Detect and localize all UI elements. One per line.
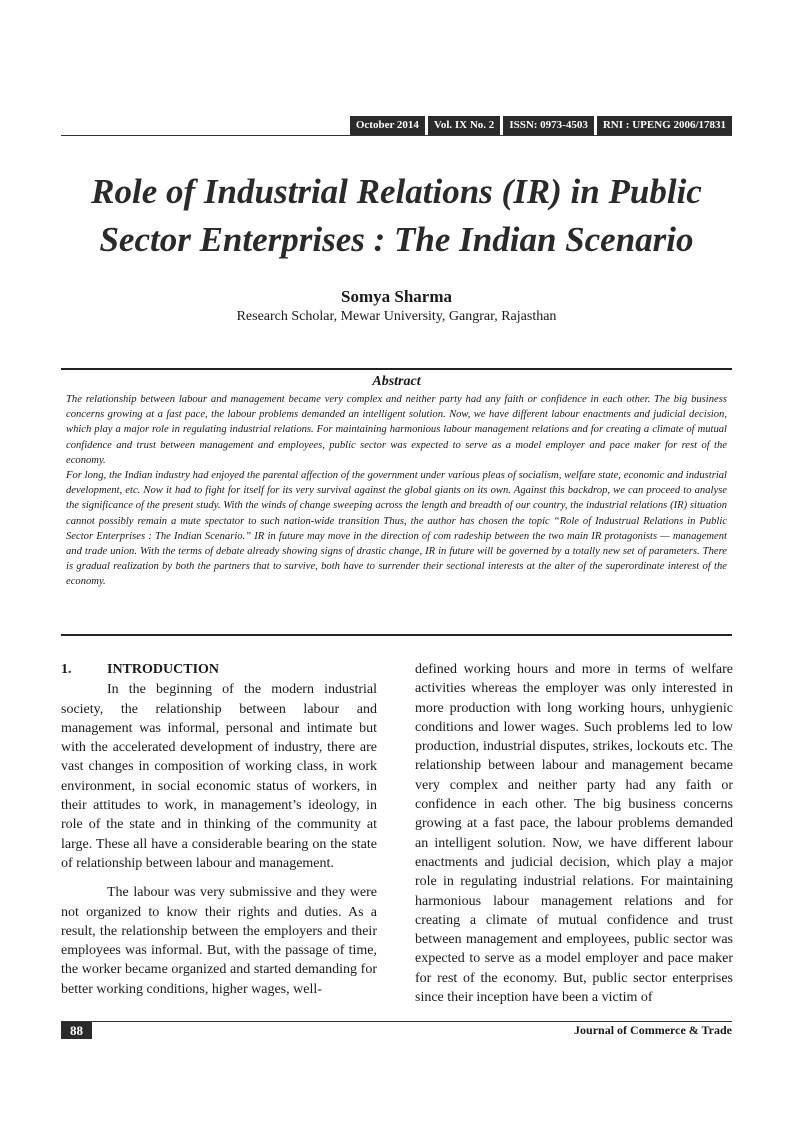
issue-header [350, 116, 732, 135]
body-paragraph: The labour was very submissive and they were not organized to know their rights and duties. As a result, the relationship between the employers and their employees was informal. But, with the passage of time, the worker became organized and started demanding for better working conditions, higher wages, well- [61, 885, 377, 997]
right-column [415, 660, 733, 1007]
abstract-body [66, 392, 727, 590]
footer-divider [61, 1021, 732, 1022]
abstract-bottom-rule [61, 634, 732, 636]
section-number: 1. [61, 662, 72, 677]
author-affiliation: Research Scholar, Mewar University, Gangrar, Rajasthan [236, 309, 557, 324]
header-divider [61, 135, 732, 136]
volume-badge: Vol. IX No. 2 [428, 116, 500, 135]
body-paragraph: In the beginning of the modern industrial society, the relationship between labour and management was informal, personal and intimate but with the accelerated development of industry, there are vast changes in composition of working class, in work environment, in social economic status of workers, in their attitudes to work, in management’s ideology, in role of the state and in thinking of the community at large. These all have a considerable bearing on the state of relationship between labour and management. [61, 682, 377, 871]
section-title: INTRODUCTION [107, 662, 220, 677]
paper-title [0, 168, 793, 264]
abstract-paragraph: For long, the Indian industry had enjoyed the parental affection of the government under various pleas of socialism, welfare state, economic and industrial development, etc. Now it had to fight for itself for its very survival against the global giants on its own. Against this backdrop, we can proceed to analyse the significance of the present study. With the winds of change sweeping across the length and breadth of our country, the industrial relations (IR) situation cannot possibly remain a mute spectator to such nation-wide transition Thus, the author has chosen the topic “Role of Industrual Relations in Public Sector Enterprises : The Indian Scenario.” IR in future may move in the direction of com radeship between the two main IR protagonists — management and trade union. With the terms of debate already showing signs of drastic change, IR in future will be governed by a totally new set of parameters. There is gradual realization by both the partners that to survive, both have to surrender their sectional interests at the alter of the superordinate interest of the economy. [66, 470, 727, 588]
left-column [61, 660, 377, 999]
abstract-paragraph: The relationship between labour and management became very complex and neither party had any faith or confidence in each other. The big business concerns growing at a fast pace, the labour problems demanded an intelligent solution. Now, we have different labour enactments and judicial decision, which play a major role in regulating industrial relations. For maintaining harmonious labour management relations and for creating a climate of mutual confidence and trust between management and employees, public sector was expected to serve as a model employer and pace maker for rest of the economy. [66, 394, 727, 466]
body-paragraph: defined working hours and more in terms of welfare activities whereas the employer was only interested in more production with long working hours, unhygienic conditions and lower wages. Such problems led to low production, industrial disputes, strikes, lockouts etc. The relationship between labour and management became very complex and neither party had any faith or confidence in each other. The big business concerns growing at a fast pace, the labour problems demanded an intelligent solution. Now, we have different labour enactments and judicial decision, which play a major role in regulating industrial relations. For maintaining harmonious labour management relations and for creating a climate of mutual confidence and trust between management and employees, public sector was expected to serve as a model employer and pace maker for rest of the economy. But, public sector enterprises since their inception have been a victim of [415, 662, 733, 1006]
rni-badge: RNI : UPENG 2006/17831 [597, 116, 732, 135]
issn-badge: ISSN: 0973-4503 [503, 116, 594, 135]
abstract-heading: Abstract [372, 374, 421, 389]
author-name: Somya Sharma [341, 287, 452, 306]
issue-date-badge: October 2014 [350, 116, 425, 135]
journal-name: Journal of Commerce & Trade [574, 1023, 732, 1037]
section-heading [61, 660, 377, 679]
page-number: 88 [61, 1022, 92, 1039]
title-line-2: Sector Enterprises : The Indian Scenario [99, 220, 694, 259]
title-line-1: Role of Industrial Relations (IR) in Public [91, 172, 702, 211]
abstract-top-rule [61, 368, 732, 370]
